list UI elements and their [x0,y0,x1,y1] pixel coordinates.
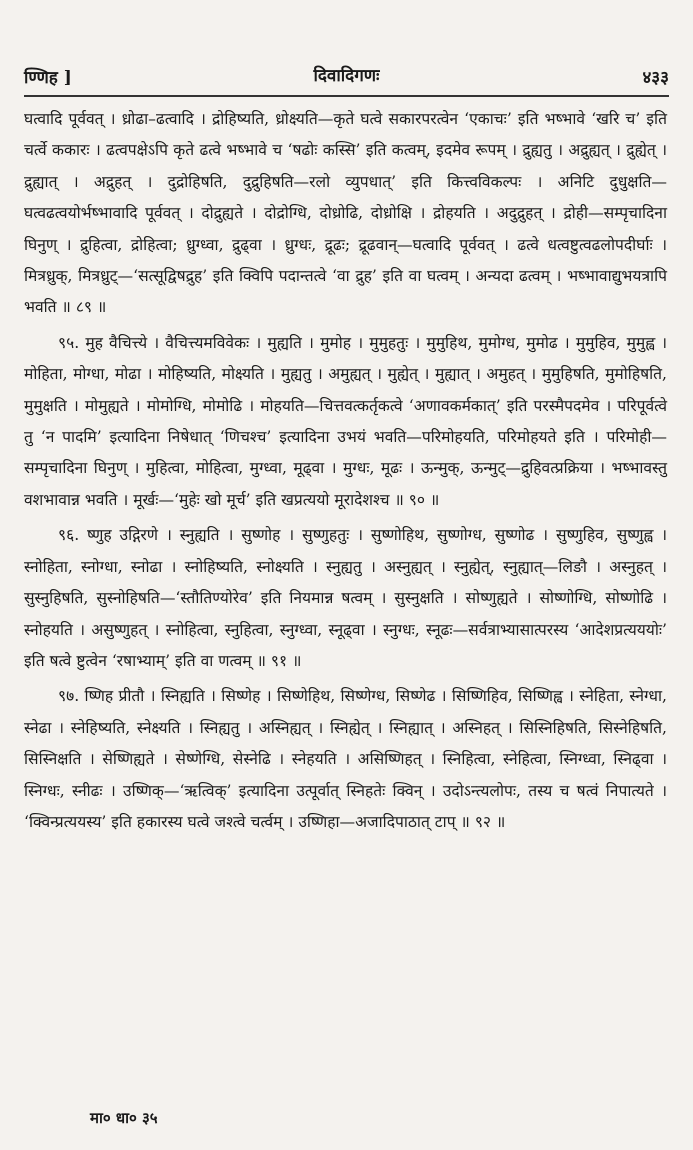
paragraph-92: ९७. ष्णिह प्रीतौ । स्निह्यति । सिष्णेह । सिष्णेहिथ, सिष्णेग्ध, सिष्णेढ । सिष्णिहिव, सिष्णिह्व । स्नेहिता, स्नेग्धा, स्नेढा । स्नेहिष्यति, स्नेक्ष्यति । स्निह्यतु । अस्निह्यत् । स्निह्येत् । स्निह्यात् । अस्निहत् । सिस्निहिषति, सिस्नेहिषति, सिस्निक्षति । सेष्णिह्यते । सेष्णेग्धि, सेस्नेढि । स्नेहयति । असिष्णिहत् । स्निहित्वा, स्नेहित्वा, स्निग्ध्वा, स्निढ्वा । स्निग्धः, स्नीढः । उष्णिक्—‘ऋत्विक्’ इत्यादिना उत्पूर्वात् स्निहतेः क्विन् । उदोऽन्त्यलोपः, तस्य च षत्वं निपात्यते । ‘क्विन्प्रत्ययस्य’ इति हकारस्य घत्वे जश्त्वे चर्त्वम् । उष्णिहा—अजादिपाठात् टाप् ॥ ९२ ॥ [24,687,667,831]
page-footer-signature: मा० धा० ३५ [90,1109,158,1127]
page-number: ४३३ [642,68,669,88]
page-header [24,55,669,97]
paragraph-90: ९५. मुह वैचित्त्ये । वैचित्त्यमविवेकः । मुह्यति । मुमोह । मुमुहतुः । मुमुहिथ, मुमोग्ध, मुमोढ । मुमुहिव, मुमुह्व । मोहिता, मोग्धा, मोढा । मोहिष्यति, मोक्ष्यति । मुह्यतु । अमुह्यत् । मुह्येत् । मुह्यात् । अमुहत् । मुमुहिषति, मुमोहिषति, मुमुक्षति । मोमुह्यते । मोमोग्धि, मोमोढि । मोहयति—चित्तवत्कर्तृकत्वे ‘अणावकर्मकात्’ इति परस्मैपदमेव । परिपूर्वत्वे तु ‘न पादमि’ इत्यादिना निषेधात् ‘णिचश्च’ इत्यादिना उभयं भवति—परिमोहयति, परिमोहयते इति । परिमोही—सम्पृचादिना घिनुण् । मुहित्वा, मोहित्वा, मुग्ध्वा, मूढ्वा । मुग्धः, मूढः । ऊन्मुक्, ऊन्मुट्—द्रुहिवत्प्रक्रिया । भष्भावस्तु वशभावान्न भवति । मूर्खः—‘मुहेः खो मूर्च’ इति खप्रत्ययो मूरादेशश्च ॥ ९० ॥ [24,333,667,509]
body-text [24,104,667,838]
paragraph-89: घत्वादि पूर्ववत् । ध्रोढा–ढत्वादि । द्रोहिष्यति, ध्रोक्ष्यति—कृते घत्वे सकारपरत्वेन ‘एकाचः’ इति भष्भावे ‘खरि च’ इति चर्त्वे ककारः । ढत्वपक्षेऽपि कृते ढत्वे भष्भावे च ‘षढोः कस्सि’ इति कत्वम्, इदमेव रूपम् । द्रुह्यतु । अद्रुह्यत् । द्रुह्येत् । द्रुह्यात् । अद्रुहत् । दुद्रोहिषति, दुद्रुहिषति—रलो व्युपधात्’ इति कित्त्वविकल्पः । अनिटि दुधुक्षति—घत्वढत्वयोर्भष्भावादि पूर्ववत् । दोद्रुह्यते । दोद्रोग्धि, दोध्रोढि, दोध्रोक्षि । द्रोहयति । अदुद्रुहत् । द्रोही—सम्पृचादिना घिनुण् । द्रुहित्वा, द्रोहित्वा; ध्रुग्ध्वा, द्रुढ्वा । ध्रुग्धः, द्रूढः; द्रूढवान्—घत्वादि पूर्ववत् । ढत्वे धत्वष्टुत्वढलोपदीर्घाः । मित्रध्रुक्, मित्रध्रुट्—‘सत्सूद्विषद्रुह’ इति क्विपि पदान्तत्वे ‘वा द्रुह’ इति वा घत्वम् । अन्यदा ढत्वम् । भष्भावाद्युभयत्रापि भवति ॥ ८९ ॥ [24,110,667,317]
paragraph-91: ९६. ष्णुह उद्गिरणे । स्नुह्यति । सुष्णोह । सुष्णुहतुः । सुष्णोहिथ, सुष्णोग्ध, सुष्णोढ । सुष्णुहिव, सुष्णुह्व । स्नोहिता, स्नोग्धा, स्नोढा । स्नोहिष्यति, स्नोक्ष्यति । स्नुह्यतु । अस्नुह्यत् । स्नुह्येत्, स्नुह्यात्—लिङौ । अस्नुहत् । सुस्नुहिषति, सुस्नोहिषति—‘स्तौतिण्योरेव’ इति नियमान्न षत्वम् । सुस्नुक्षति । सोष्णुह्यते । सोष्णोग्धि, सोष्णोढि । स्नोहयति । असुष्णुहत् । स्नोहित्वा, स्नुहित्वा, स्नुग्ध्वा, स्नूढ्वा । स्नुग्धः, स्नूढः—सर्वत्राभ्यासात्परस्य ‘आदेशप्रत्यययोः’ इति षत्वे ष्टुत्वेन ‘रषाभ्याम्’ इति वा णत्वम् ॥ ९१ ॥ [24,526,667,670]
header-running-head: ण्णिह ] [24,68,72,88]
header-title: दिवादिगणः [313,66,380,86]
